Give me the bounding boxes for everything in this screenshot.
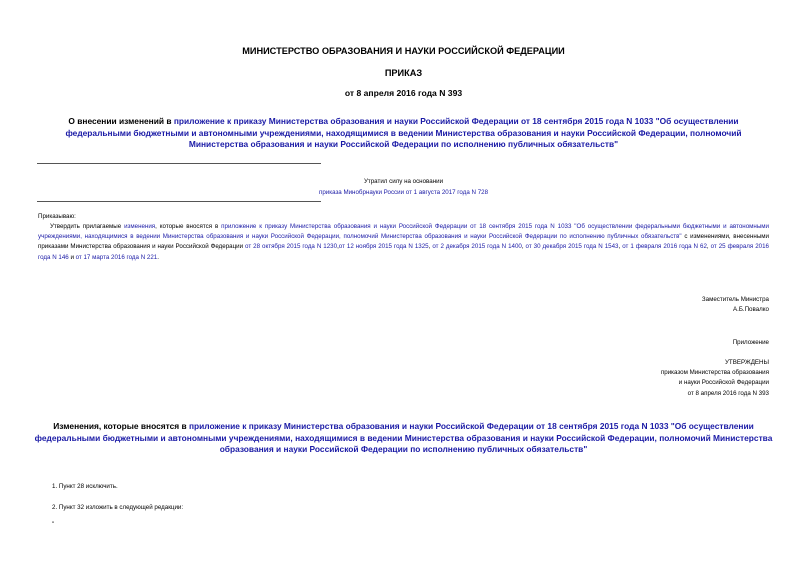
link-order-1543[interactable]: от 30 декабря 2015 года N 1543 (525, 243, 619, 251)
para-text-7: , (618, 243, 623, 251)
para-text-1: Утвердить прилагаемые (50, 223, 125, 230)
para-text-8: , (706, 243, 711, 251)
quote-mark: " (52, 521, 55, 528)
approval-by: приказом Министерства образования (660, 369, 769, 377)
approval-date: от 8 апреля 2016 года N 393 (687, 389, 769, 397)
para-text-2: , которые вносятся в (155, 223, 222, 230)
list-item-2: 2. Пункт 32 изложить в следующей редакции: (52, 504, 184, 511)
para-text-3: с изменениями, внесенными приказами Министерства образования и науки Российской Федерации (38, 233, 769, 251)
link-izmeneniya[interactable]: изменения (124, 223, 156, 230)
order-paragraph (38, 222, 769, 263)
signature-block (702, 295, 769, 315)
changes-link[interactable]: приложение к приказу Министерства образования и науки Российской Федерации от 18 сентября 2015 года N 1033 "Об осуществлении федеральными бюджетными и автономными учреждениями, находящимися в ведении Министерства образования и науки Российской Федерации, полномочий Министерства образования и науки Российской Федерации по исполнению публичных обязательств" (34, 421, 773, 454)
signature-name: А.Б.Повалко (732, 306, 769, 314)
divider-top (37, 163, 321, 164)
signature-position: Заместитель Министра (701, 296, 769, 303)
link-order-62[interactable]: от 1 февраля 2016 года N 62 (622, 243, 707, 251)
status-line: Утратил силу на основании (363, 178, 444, 185)
status-note (281, 176, 526, 198)
link-order-221[interactable]: от 17 марта 2016 года N 221 (75, 253, 158, 261)
link-order-146[interactable]: от 25 февраля 2016 года N 146 (38, 243, 769, 261)
title-prefix: О внесении изменений в (68, 116, 174, 126)
status-link[interactable]: приказа Минобрнауки России от 1 августа 2017 года N 728 (318, 189, 489, 196)
title-link[interactable]: приложение к приказу Министерства образования и науки Российской Федерации от 18 сентября 2015 года N 1033 "Об осуществлении федеральными бюджетными и автономными учреждениями, находящимися в ведении Министерства образования и науки Российской Федерации, полномочий Министерства образования и науки Российской Федерации по исполнению публичных обязательств" (65, 116, 742, 149)
para-text-4: , (337, 243, 339, 251)
divider-bottom (37, 201, 321, 202)
para-text-5: , (428, 243, 433, 251)
link-order-1400[interactable]: от 2 декабря 2015 года N 1400 (432, 243, 522, 251)
changes-prefix: Изменения, которые вносятся в (53, 421, 189, 431)
para-text-10: . (157, 253, 159, 261)
para-text-9: и (68, 253, 76, 261)
approval-block (661, 358, 769, 399)
link-prilozhenie[interactable]: приложение к приказу Министерства образования и науки Российской Федерации от 18 сентября 2015 года N 1033 "Об осуществлении федеральными бюджетными и автономными учреждениями, находящимися в ведении Министерства образования и науки Российской Федерации, полномочий Министерства образования и науки Российской Федерации по исполнению публичных обязательств" (38, 223, 769, 241)
doc-type-heading: ПРИКАЗ (384, 68, 423, 78)
approval-by2: и науки Российской Федерации (678, 379, 769, 387)
appendix-label: Приложение (732, 339, 769, 346)
para-text-6: , (521, 243, 526, 251)
link-order-1325[interactable]: от 12 ноября 2015 года N 1325 (338, 243, 429, 251)
changes-title (30, 421, 777, 456)
document-title (36, 116, 771, 151)
ministry-heading: МИНИСТЕРСТВО ОБРАЗОВАНИЯ И НАУКИ РОССИЙСКОЙ ФЕДЕРАЦИИ (242, 46, 565, 56)
list-item-1: 1. Пункт 28 исключить. (52, 483, 118, 490)
link-order-1230[interactable]: от 28 октября 2015 года N 1230 (245, 243, 338, 251)
approval-approved: УТВЕРЖДЕНЫ (725, 359, 769, 366)
order-intro: Приказываю: (38, 213, 76, 220)
doc-date-number: от 8 апреля 2016 года N 393 (344, 88, 463, 98)
